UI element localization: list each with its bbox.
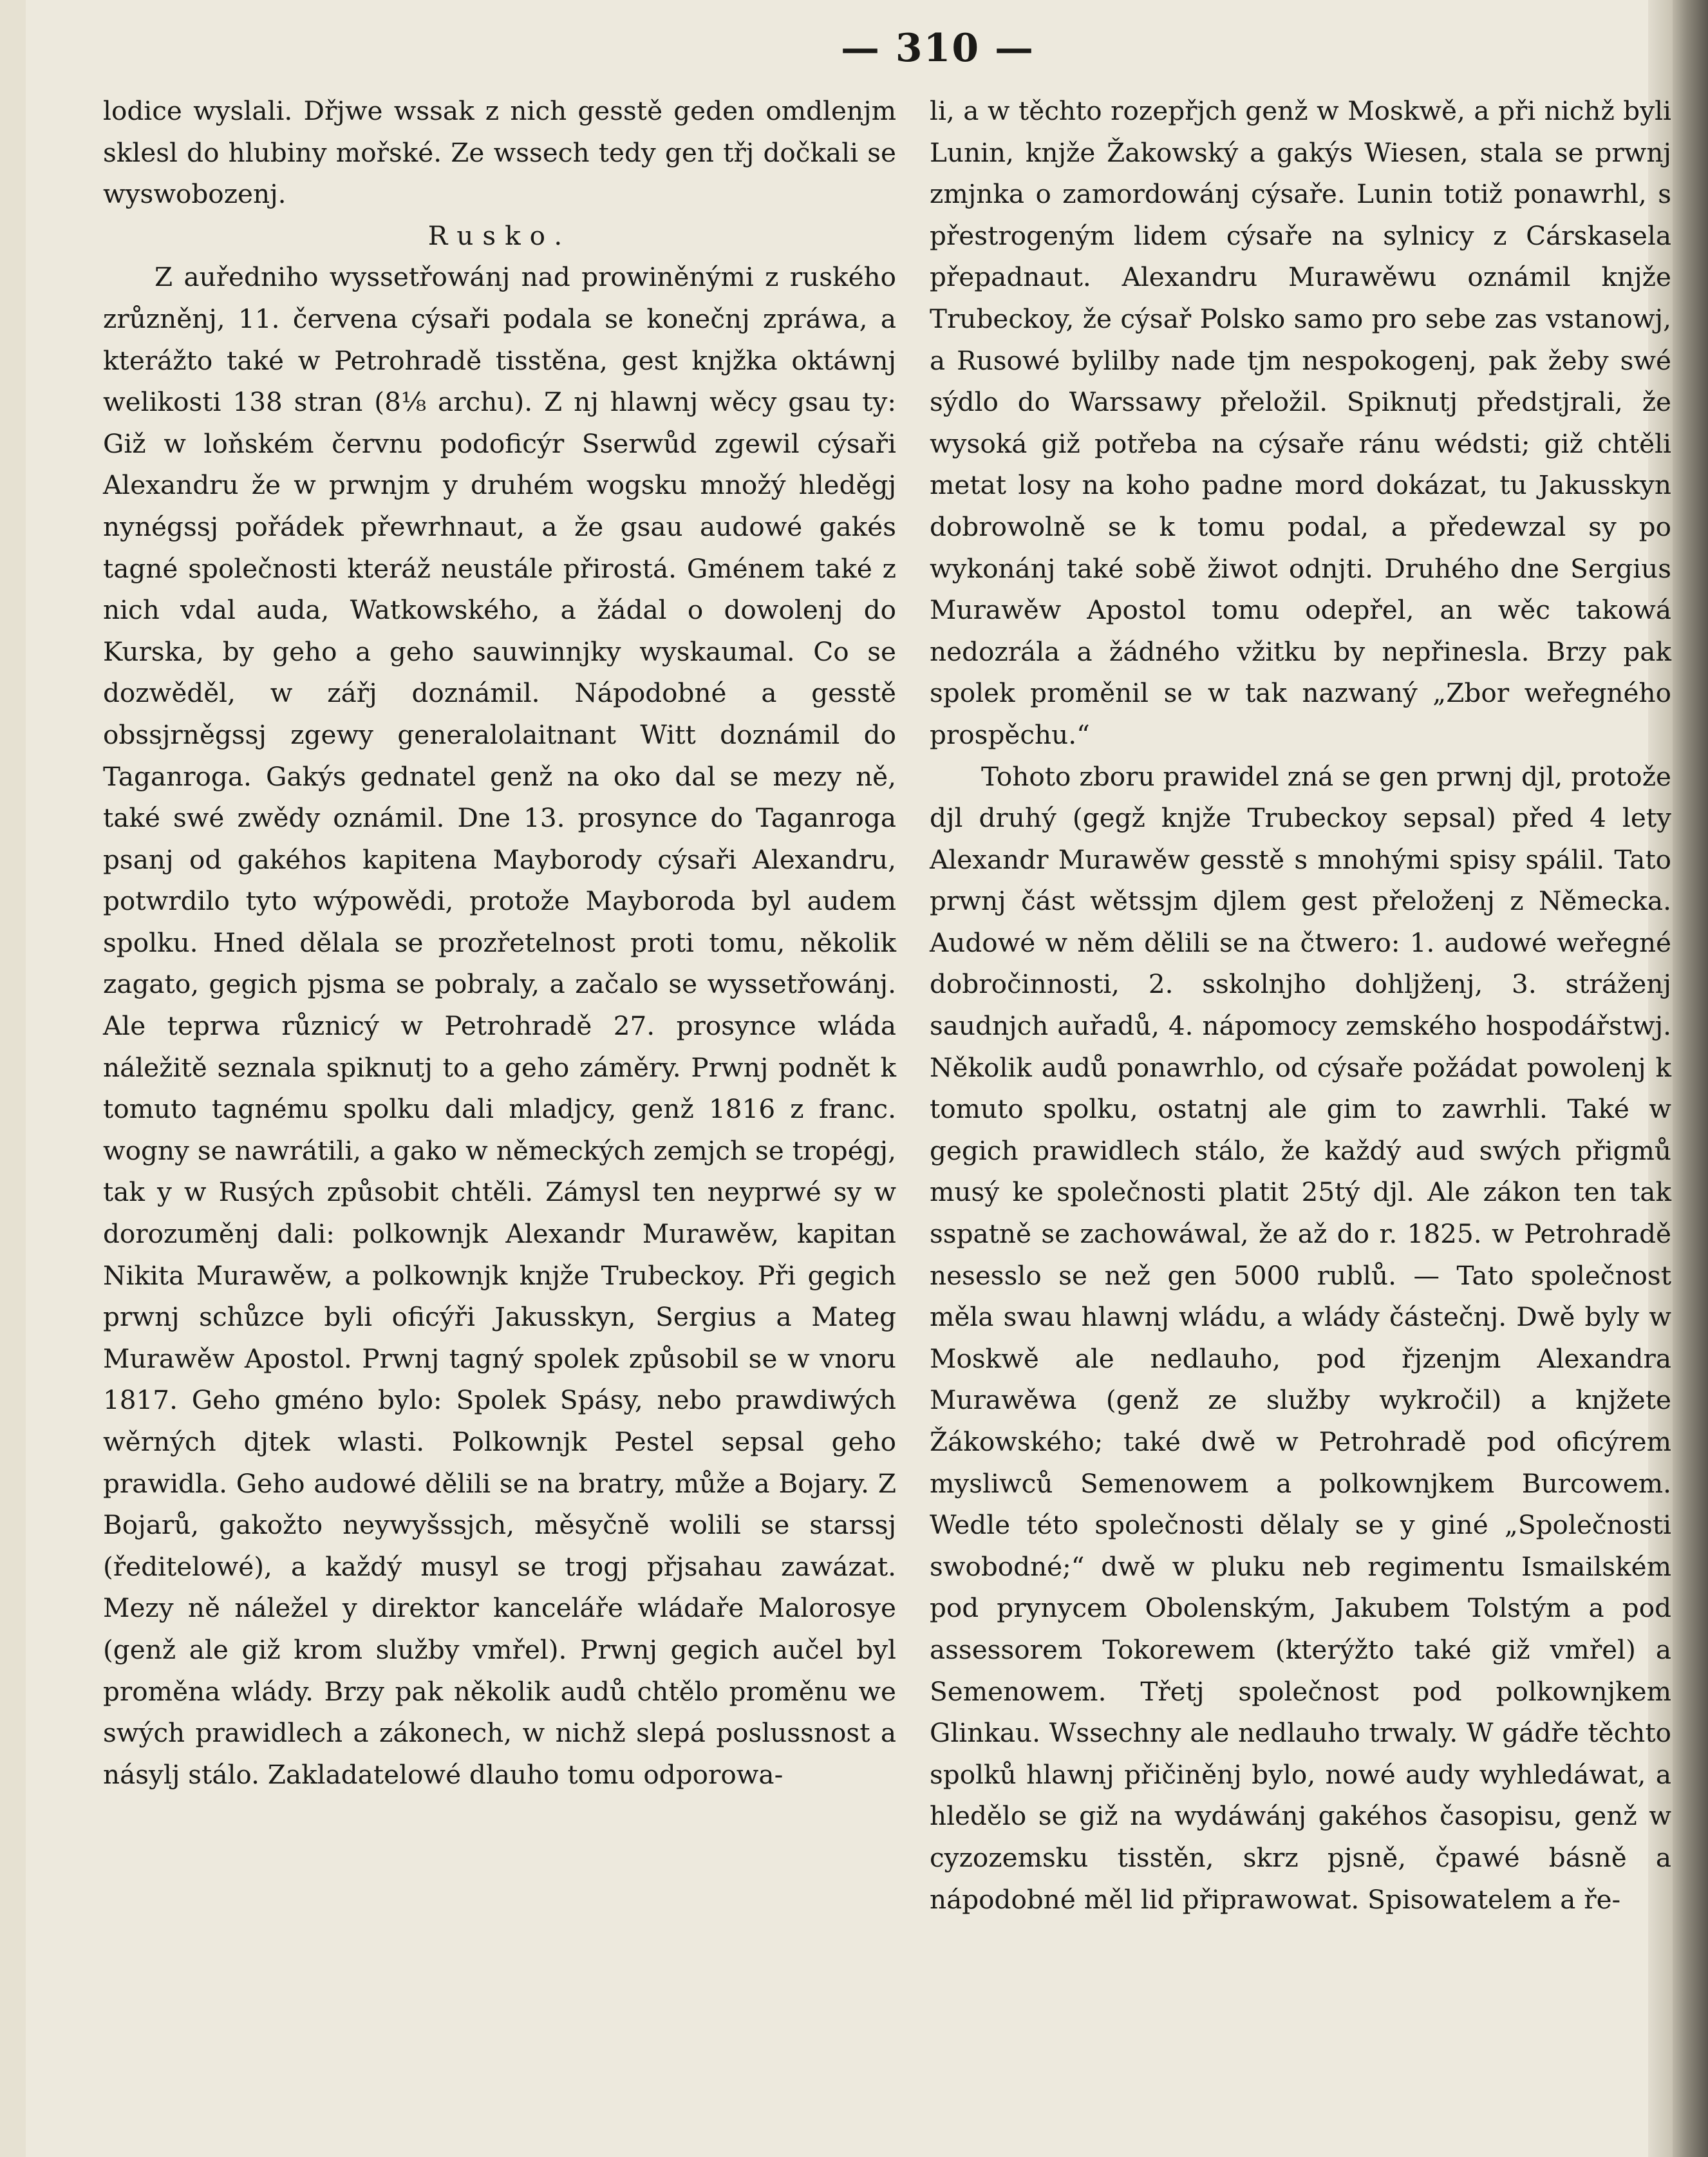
book-spine	[1673, 0, 1708, 2157]
paragraph: lodice wyslali. Dřjwe wssak z nich gesstě geden omdlenjm sklesl do hlubiny mořské. Ze wssech tedy gen třj dočkali se wyswobozenj.	[103, 95, 896, 210]
section-heading: Rusko.	[427, 220, 572, 251]
page-number: — 310 —	[840, 26, 1035, 71]
paragraph: Z auředniho wyssetřowánj nad prowiněnými z ruského zrůzněnj, 11. červena cýsaři podala se konečnj zpráwa, a kterážto také w Petrohradě tisstěna, gest knjžka oktáwnj welikosti 138 stran (8⅛ archu). Z nj hlawnj wěcy gsau ty: Giž w loňském červnu podoficýr Sserwůd zgewil cýsaři Alexandru že w prwnjm y druhém wogsku množý hleděgj nynégssj pořádek přewrhnaut, a že gsau audowé gakés tagné společnosti kteráž neustále přirostá. Gménem také z nich vdal auda, Watkowského, a žádal o dowolenj do Kurska, by geho a geho sauwinnjky wyskaumal. Co se dozwěděl, w zářj doznámil. Nápodobné a gesstě obssjrněgssj zgewy generalolaitnant Witt doznámil do Taganroga. Gakýs gednatel genž na oko dal se mezy ně, také swé zwědy oznámil. Dne 13. prosynce do Taganroga psanj od gakéhos kapitena Mayborody cýsaři Alexandru, potwrdilo tyto wýpowědi, protože Mayboroda byl audem spolku. Hned dělala se prozřetelnost proti tomu, několik zagato, gegich pjsma se pobraly, a začalo se wyssetřowánj. Ale teprwa různicý w Petrohradě 27. prosynce wláda náležitě seznala spiknutj to a geho záměry. Prwnj podnět k tomuto tagnému spolku dali mladjcy, genž 1816 z franc. wogny se nawrátili, a gako w německých zemjch se tropégj, tak y w Rusých způsobit chtěli. Zámysl ten neyprwé sy w dorozuměnj dali: polkownjk Alexandr Murawěw, kapitan Nikita Murawěw, a polkownjk knjže Trubeckoy. Při gegich prwnj schůzce byli oficýři Jakusskyn, Sergius a Mateg Murawěw Apostol. Prwnj tagný spolek způsobil se w vnoru 1817. Geho gméno bylo: Spolek Spásy, nebo prawdiwých wěrných djtek wlasti. Polkownjk Pestel sepsal geho prawidla. Geho audowé dělili se na bratry, může a Bojary. Z Bojarů, gakožto neywyšssjch, měsyčně wolili se starssj (ředitelowé), a každý musyl se trogj přjsahau zawázat. Mezy ně náležel y direktor kanceláře wládaře Malorosye (genž ale giž krom služby vmřel). Prwnj gegich aučel byl proměna wlády. Brzy pak několik audů chtělo proměnu we swých prawidlech a zákonech, w nichž slepá poslussnost a násylj stálo. Zakladatelowé dlauho tomu odporowa-	[103, 261, 896, 1790]
paragraph: Tohoto zboru prawidel zná se gen prwnj djl, protože djl druhý (gegž knjže Trubeckoy sepsal) před 4 lety Alexandr Murawěw gesstě s mnohými spisy spálil. Tato prwnj část wětssjm djlem gest přeloženj z Německa. Audowé w něm dělili se na čtwero: 1. audowé weřegné dobročinnosti, 2. sskolnjho dohljženj, 3. stráženj saudnjch auřadů, 4. nápomocy zemského hospodářstwj. Několik audů ponawrhlo, od cýsaře požádat powolenj k tomuto spolku, ostatnj ale gim to zawrhli. Také w gegich prawidlech stálo, že každý aud swých přigmů musý ke společnosti platit 25tý djl. Ale zákon ten tak sspatně se zachowáwal, že až do r. 1825. w Petrohradě nesesslo se než gen 5000 rublů. — Tato společnost měla swau hlawnj wládu, a wlády částečnj. Dwě byly w Moskwě ale nedlauho, pod řjzenjm Alexandra Murawěwa (genž ze služby wykročil) a knjžete Žákowského; také dwě w Petrohradě pod oficýrem mysliwců Semenowem a polkownjkem Burcowem. Wedle této společnosti dělaly se y giné „Společnosti swobodné;“ dwě w pluku neb regimentu Ismailském pod prynycem Obolenským, Jakubem Tolstým a pod assessorem Tokorewem (kterýžto také giž vmřel) a Semenowem. Třetj společnost pod polkownjkem Glinkau. Wssechny ale nedlauho trwaly. W gádře těchto spolků hlawnj přičiněnj bylo, nowé audy wyhledáwat, a hledělo se giž na wydáwánj gakéhos časopisu, genž w cyzozemsku tisstěn, skrz pjsně, čpawé básně a nápodobné měl lid připrawowat. Spisowatelem a ře-	[930, 760, 1671, 1915]
page-header	[0, 19, 1708, 77]
right-column	[930, 90, 1671, 1920]
paragraph: li, a w těchto rozepřjch genž w Moskwě, a při nichž byli Lunin, knjže Žakowský a gakýs Wiesen, stala se prwnj zmjnka o zamordowánj cýsaře. Lunin totiž ponawrhl, s přestrogeným lidem cýsaře na sylnicy z Cárskasela přepadnaut. Alexandru Murawěwu oznámil knjže Trubeckoy, že cýsař Polsko samo pro sebe zas vstanowj, a Rusowé bylilby nade tjm nespokogenj, pak žeby swé sýdlo do Warssawy přeložil. Spiknutj předstjrali, že wysoká giž potřeba na cýsaře ránu wédsti; giž chtěli metat losy na koho padne mord dokázat, tu Jakusskyn dobrowolně se k tomu podal, a předewzal sy po wykonánj také sobě žiwot odnjti. Druhého dne Sergius Murawěw Apostol tomu odepřel, an wěc takowá nedozrála a žádného vžitku by nepřinesla. Brzy pak spolek proměnil se w tak nazwaný „Zbor weřegného prospěchu.“	[930, 95, 1671, 750]
left-column	[103, 90, 896, 1795]
